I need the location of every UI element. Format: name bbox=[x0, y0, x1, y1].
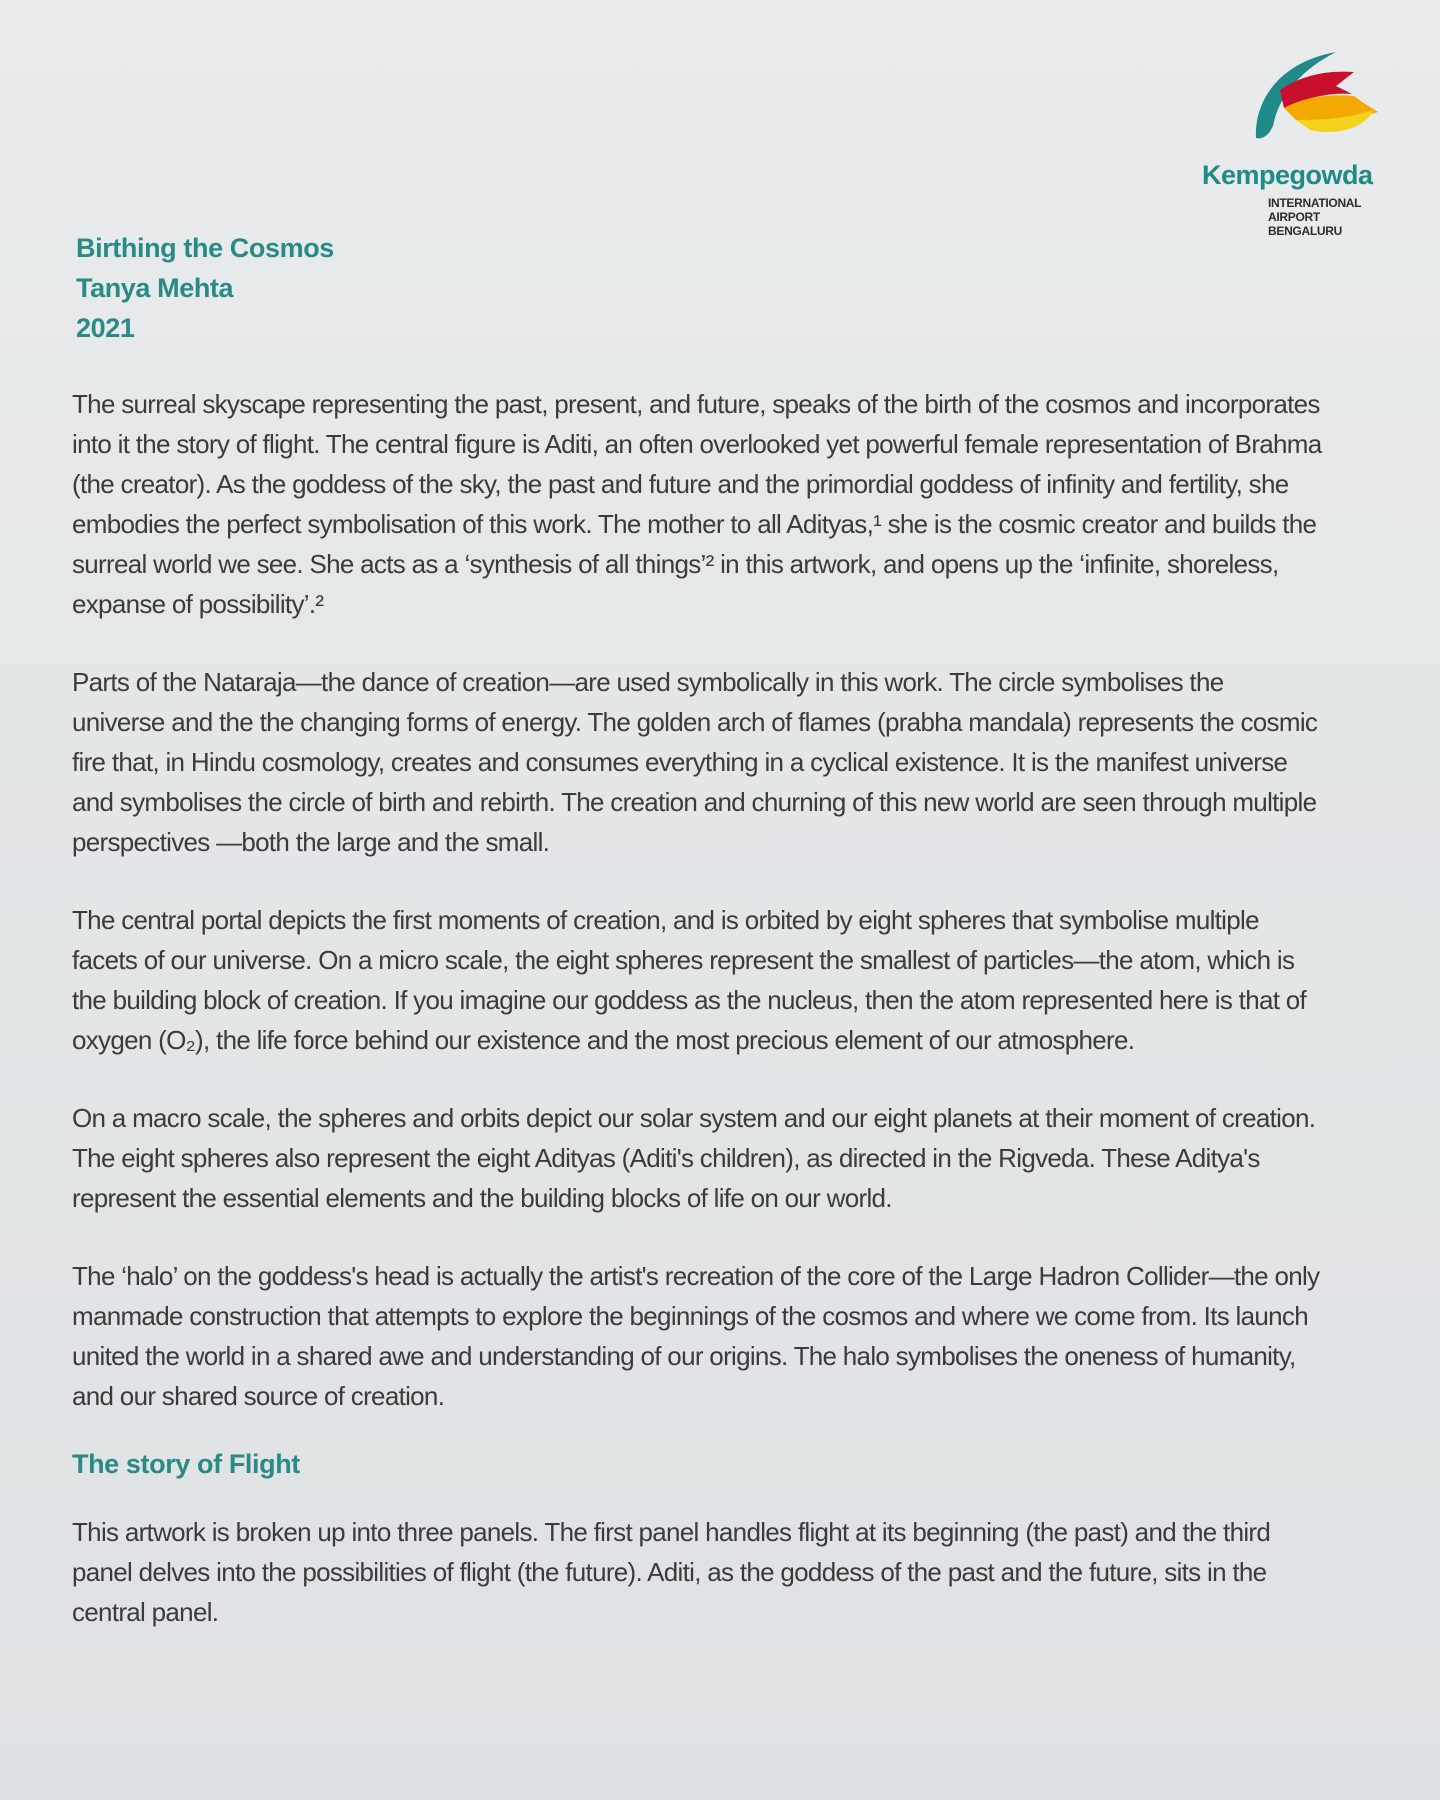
artwork-title: Birthing the Cosmos bbox=[76, 233, 334, 263]
logo-subtitle bbox=[1268, 196, 1361, 238]
kempegowda-logo bbox=[1198, 50, 1428, 250]
artwork-header bbox=[76, 228, 334, 348]
description-paragraph: The ‘halo’ on the goddess's head is actually the artist's recreation of the core of the Large Hadron Collider—the only manmade construction that attempts to explore the beginnings of the cosmos and where we come from. Its launch united the world in a shared awe and understanding of our origins. The halo symbolises the oneness of humanity, and our shared source of creation. bbox=[72, 1261, 1320, 1411]
description-paragraph: The central portal depicts the first moments of creation, and is orbited by eight spheres that symbolise multiple facets of our universe. On a micro scale, the eight spheres represent the smallest of particles—the atom, which is the building block of creation. If you imagine our goddess as the nucleus, then the atom represented here is that of oxygen (O₂), the life force behind our existence and the most precious element of our atmosphere. bbox=[72, 905, 1307, 1055]
description-body bbox=[72, 384, 1322, 1670]
logo-name: Kempegowda bbox=[1202, 160, 1373, 190]
airport-logo-icon bbox=[1250, 50, 1378, 158]
description-paragraph: Parts of the Nataraja—the dance of creation—are used symbolically in this work. The circle symbolises the universe and the the changing forms of energy. The golden arch of flames (prabha mandala) represents the cosmic fire that, in Hindu cosmology, creates and consumes everything in a cyclical existence. It is the manifest universe and symbolises the circle of birth and rebirth. The creation and churning of this new world are seen through multiple perspectives —both the large and the small. bbox=[72, 667, 1318, 857]
description-paragraph: The surreal skyscape representing the past, present, and future, speaks of the birth of the cosmos and incorporates into it the story of flight. The central figure is Aditi, an often overlooked yet powerful female representation of Brahma (the creator). As the goddess of the sky, the past and future and the primordial goddess of infinity and fertility, she embodies the perfect symbolisation of this work. The mother to all Adityas,¹ she is the cosmic creator and builds the surreal world we see. She acts as a ‘synthesis of all things’² in this artwork, and opens up the ‘infinite, shoreless, expanse of possibility’.² bbox=[72, 389, 1322, 619]
artwork-year: 2021 bbox=[76, 313, 135, 343]
logo-subtitle-line: INTERNATIONAL bbox=[1268, 196, 1362, 210]
logo-subtitle-line: BENGALURU bbox=[1268, 224, 1342, 238]
section-paragraph: This artwork is broken up into three panels. The first panel handles flight at its beginning (the past) and the third panel delves into the possibilities of flight (the future). Aditi, as the goddess of the past and the future, sits in the central panel. bbox=[72, 1517, 1271, 1627]
section-heading: The story of Flight bbox=[72, 1449, 300, 1479]
logo-subtitle-line: AIRPORT bbox=[1268, 210, 1320, 224]
description-paragraph: On a macro scale, the spheres and orbits depict our solar system and our eight planets at their moment of creation. The eight spheres also represent the eight Adityas (Aditi's children), as directed in the Rigveda. These Aditya's represent the essential elements and the building blocks of life on our world. bbox=[72, 1103, 1316, 1213]
artist-name: Tanya Mehta bbox=[76, 273, 234, 303]
